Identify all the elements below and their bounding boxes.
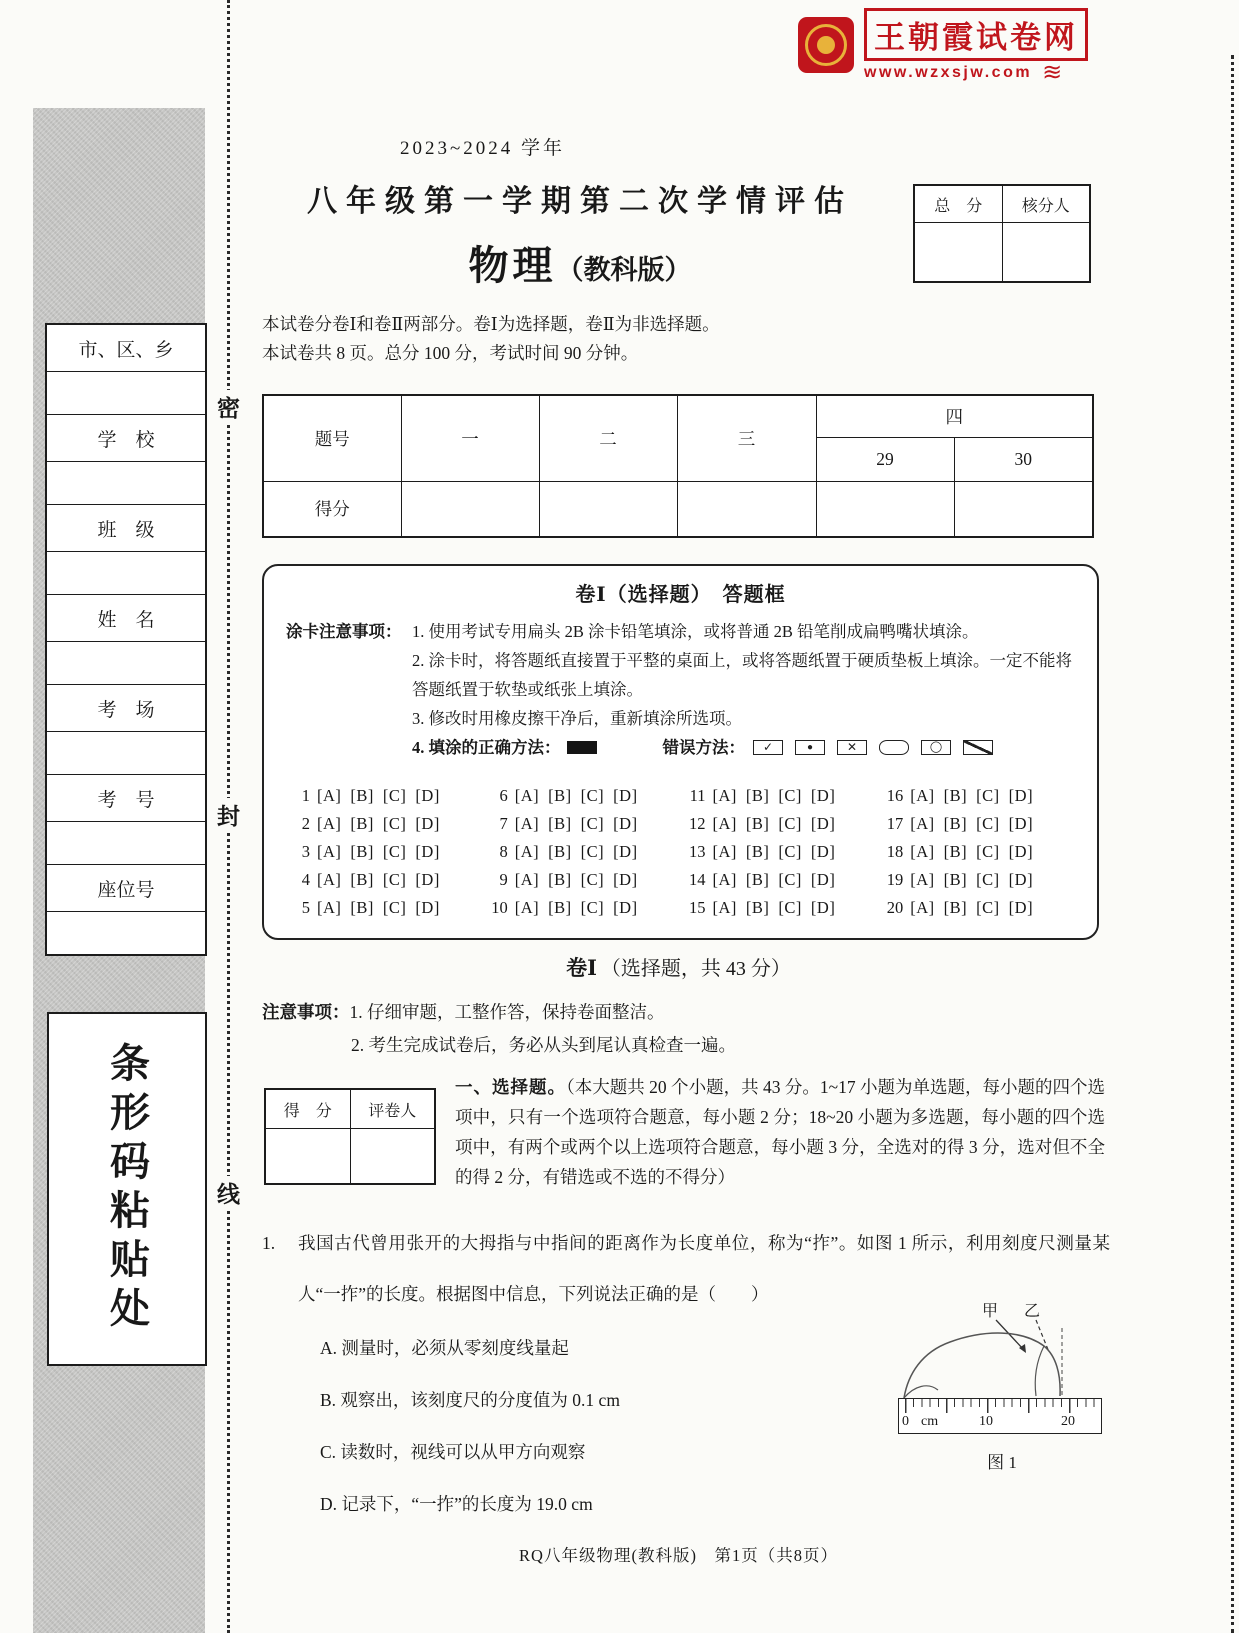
answer-bubble-3-B[interactable]: [B] [350, 842, 374, 861]
answer-bubble-7-A[interactable]: [A] [514, 814, 540, 833]
answer-bubble-14-C[interactable]: [C] [778, 870, 802, 889]
ruler-mark-0: 0 [902, 1414, 909, 1429]
barcode-paste-label: 条形码粘贴处 [104, 1042, 150, 1336]
question-1-option-A: A. 测量时，必须从零刻度线量起 [320, 1338, 569, 1358]
ruler-graphic [898, 1398, 1102, 1434]
answer-box-title: 卷Ⅰ（选择题） 答题框 [575, 584, 786, 606]
score-header-label: 题号 [263, 395, 401, 481]
answer-bubble-10-D[interactable]: [D] [613, 898, 638, 917]
answer-bubble-10-A[interactable]: [A] [514, 898, 540, 917]
score-blank-cell[interactable] [401, 481, 539, 537]
answer-bubble-15-A[interactable]: [A] [712, 898, 737, 917]
section1-heading [262, 952, 1095, 982]
answer-bubble-20-B[interactable]: [B] [943, 898, 968, 917]
answer-bubble-13-B[interactable]: [B] [745, 842, 770, 861]
wave-lines-icon: ≋ [1042, 60, 1063, 86]
answer-bubble-8-B[interactable]: [B] [548, 842, 572, 861]
exam-intro [262, 310, 1022, 368]
question-1-option-C: C. 读数时，视线可以从甲方向观察 [320, 1442, 586, 1462]
answer-number: 10 [491, 898, 508, 917]
sidebar-field-label: 市、区、乡 [47, 325, 205, 372]
answer-bubble-1-B[interactable]: [B] [350, 786, 374, 805]
sidebar-field-write-area[interactable] [47, 732, 205, 775]
answer-bubble-5-D[interactable]: [D] [415, 898, 440, 917]
answer-number: 7 [499, 814, 508, 833]
notice-2: 2. 考生完成试卷后，务必从头到尾认真检查一遍。 [351, 1035, 736, 1055]
answer-bubble-12-B[interactable]: [B] [745, 814, 770, 833]
answer-grid-row [286, 838, 1077, 866]
answer-bubble-9-A[interactable]: [A] [514, 870, 540, 889]
answer-bubble-2-C[interactable]: [C] [382, 814, 407, 833]
total-score-table [913, 184, 1091, 283]
notes-label: 涂卡注意事项： [286, 622, 402, 641]
correct-fill-icon [567, 741, 597, 754]
answer-bubble-9-B[interactable]: [B] [548, 870, 572, 889]
intro-line-2: 本试卷共 8 页。总分 100 分，考试时间 90 分钟。 [262, 343, 639, 363]
right-dotted-line [1231, 55, 1234, 1633]
answer-item-17 [879, 814, 1077, 834]
answer-grid-row [286, 894, 1077, 922]
answer-number: 20 [886, 898, 904, 917]
answer-bubble-18-B[interactable]: [B] [943, 842, 968, 861]
note-4 [412, 733, 1081, 762]
grader-label: 评卷人 [351, 1090, 435, 1129]
answer-bubble-2-D[interactable]: [D] [415, 814, 440, 833]
answer-bubble-8-D[interactable]: [D] [613, 842, 638, 861]
answer-item-15 [682, 898, 880, 918]
svg-text:甲: 甲 [982, 1303, 999, 1320]
subject-edition: （教科版） [556, 255, 692, 285]
answer-grid-row [286, 782, 1077, 810]
answer-bubble-7-B[interactable]: [B] [548, 814, 572, 833]
answer-item-16 [879, 786, 1077, 806]
total-score-blank[interactable] [915, 223, 1003, 281]
note-3: 3. 修改时用橡皮擦干净后，重新填涂所选项。 [412, 709, 742, 728]
answer-bubble-18-A[interactable]: [A] [910, 842, 935, 861]
answer-bubble-2-B[interactable]: [B] [350, 814, 374, 833]
answer-bubble-5-B[interactable]: [B] [350, 898, 374, 917]
score-col-four: 四 [816, 395, 1093, 437]
answer-bubble-13-C[interactable]: [C] [778, 842, 802, 861]
score-sub-30: 30 [954, 437, 1093, 481]
answer-bubble-15-C[interactable]: [C] [778, 898, 802, 917]
answer-bubble-5-A[interactable]: [A] [317, 898, 342, 917]
answer-bubble-4-C[interactable]: [C] [382, 870, 407, 889]
school-year: 2023~2024 学年 [400, 138, 566, 159]
answer-bubble-19-D[interactable]: [D] [1008, 870, 1034, 889]
answer-number: 15 [689, 898, 706, 917]
answer-number: 9 [499, 870, 508, 889]
answer-bubble-18-D[interactable]: [D] [1008, 842, 1034, 861]
answer-bubble-1-A[interactable]: [A] [317, 786, 342, 805]
score-col-two: 二 [539, 395, 677, 481]
grader-score-label: 得 分 [266, 1090, 351, 1129]
notice-block [262, 996, 736, 1062]
answer-number: 5 [301, 898, 310, 917]
wrong-method-circle-icon: ◯ [921, 740, 951, 755]
answer-bubble-12-A[interactable]: [A] [712, 814, 737, 833]
answer-bubble-15-B[interactable]: [B] [745, 898, 770, 917]
red-seal-icon [798, 17, 854, 73]
section1-heading-bold: 卷Ⅰ [566, 956, 597, 980]
answer-bubble-8-C[interactable]: [C] [580, 842, 605, 861]
grader-blank[interactable] [351, 1129, 435, 1183]
answer-bubble-6-A[interactable]: [A] [514, 786, 540, 805]
answer-bubble-19-B[interactable]: [B] [943, 870, 968, 889]
answer-grid-row [286, 866, 1077, 894]
section1-heading-rest: （选择题，共 43 分） [600, 958, 791, 980]
figure-1 [896, 1300, 1108, 1473]
total-score-label: 总 分 [915, 186, 1003, 223]
answer-bubble-4-A[interactable]: [A] [317, 870, 342, 889]
answer-item-3 [286, 842, 484, 862]
checker-blank[interactable] [1003, 223, 1090, 281]
seal-char-mi: 密 [214, 390, 243, 423]
subject-line [250, 234, 910, 291]
score-blank-cell[interactable] [539, 481, 677, 537]
answer-bubble-15-D[interactable]: [D] [810, 898, 836, 917]
answer-bubble-16-D[interactable]: [D] [1008, 786, 1034, 805]
sidebar-field-label: 座位号 [47, 865, 205, 912]
answer-bubble-11-D[interactable]: [D] [810, 786, 836, 805]
answer-bubble-7-D[interactable]: [D] [613, 814, 638, 833]
answer-bubble-4-B[interactable]: [B] [350, 870, 374, 889]
answer-bubble-5-C[interactable]: [C] [382, 898, 407, 917]
answer-bubble-3-C[interactable]: [C] [382, 842, 407, 861]
answer-bubble-8-A[interactable]: [A] [514, 842, 540, 861]
score-col-three: 三 [677, 395, 816, 481]
answer-bubble-14-B[interactable]: [B] [745, 870, 770, 889]
answer-item-5 [286, 898, 484, 918]
ruler-long-ticks [905, 1399, 1097, 1413]
multiple-choice-intro [455, 1072, 1105, 1192]
svg-text:乙: 乙 [1024, 1303, 1041, 1320]
answer-sheet-box [262, 564, 1099, 940]
answer-item-9 [484, 870, 682, 890]
answer-bubble-18-C[interactable]: [C] [976, 842, 1000, 861]
ruler-mark-cm: cm [921, 1414, 939, 1429]
sidebar-field-label: 考 号 [47, 775, 205, 822]
sidebar-field-write-area[interactable] [47, 552, 205, 595]
answer-bubble-4-D[interactable]: [D] [415, 870, 440, 889]
ruler-mark-10: 10 [979, 1414, 993, 1429]
answer-item-1 [286, 786, 484, 806]
multiple-choice-intro-text: （本大题共 20 个小题，共 43 分。1~17 小题为单选题，每小题的四个选项中，只有一个选项符合题意，每小题 2 分；18~20 小题为多选题，每小题的四个选项中，有两个或两个以上选项符合题意，每小题 3 分，全选对的得 3 分，选对但不全的得 2 分，有错选或不选的不得分） [455, 1077, 1106, 1187]
ruler-mark-20: 20 [1061, 1414, 1075, 1429]
score-blank-cell[interactable] [816, 481, 954, 537]
sidebar-field-write-area[interactable] [47, 642, 205, 685]
wrong-method-slash-icon [963, 740, 993, 755]
figure-1-caption: 图 1 [987, 1453, 1017, 1472]
answer-item-6 [484, 786, 682, 806]
answer-bubble-10-C[interactable]: [C] [580, 898, 605, 917]
question-1-option-D: D. 记录下，“一拃”的长度为 19.0 cm [320, 1494, 593, 1514]
answer-bubble-6-C[interactable]: [C] [580, 786, 605, 805]
answer-box-notes [286, 617, 1081, 762]
sidebar-field-label: 学 校 [47, 415, 205, 462]
note-2: 2. 涂卡时，将答题纸直接置于平整的桌面上，或将答题纸置于硬质垫板上填涂。一定不能将答题纸置于软垫或纸张上填涂。 [412, 651, 1072, 699]
answer-bubble-17-B[interactable]: [B] [943, 814, 968, 833]
answer-bubble-6-D[interactable]: [D] [613, 786, 638, 805]
sidebar-field-label: 姓 名 [47, 595, 205, 642]
answer-number: 13 [689, 842, 706, 861]
question-1-text: 我国古代曾用张开的大拇指与中指间的距离作为长度单位，称为“拃”。如图 1 所示，利用刻度尺测量某人“一拃”的长度。根据图中信息，下列说法正确的是（ ） [298, 1233, 1110, 1304]
answer-item-12 [682, 814, 880, 834]
answer-item-10 [484, 898, 682, 918]
subject-name: 物理 [468, 243, 557, 288]
answer-bubble-2-A[interactable]: [A] [317, 814, 342, 833]
wrong-method-label: 错误方法： [662, 738, 745, 757]
answer-bubble-19-A[interactable]: [A] [910, 870, 935, 889]
answer-bubble-12-C[interactable]: [C] [778, 814, 802, 833]
answer-bubble-1-C[interactable]: [C] [382, 786, 407, 805]
wrong-method-dot-icon: ● [795, 740, 825, 755]
answer-item-19 [879, 870, 1077, 890]
answer-bubble-11-A[interactable]: [A] [712, 786, 737, 805]
answer-bubble-20-A[interactable]: [A] [910, 898, 935, 917]
answer-number: 8 [499, 842, 508, 861]
answer-bubble-14-D[interactable]: [D] [810, 870, 836, 889]
answer-bubble-20-C[interactable]: [C] [976, 898, 1000, 917]
page-footer: RQ八年级物理(教科版) 第1页（共8页） [519, 1546, 838, 1565]
notice-label: 注意事项： [262, 1002, 350, 1022]
checker-label: 核分人 [1003, 186, 1090, 223]
seal-char-feng: 封 [214, 798, 243, 831]
note-1: 1. 使用考试专用扁头 2B 涂卡铅笔填涂，或将普通 2B 铅笔削成扁鸭嘴状填涂。 [412, 622, 979, 641]
answer-bubble-13-D[interactable]: [D] [810, 842, 836, 861]
sidebar-field-write-area[interactable] [47, 912, 205, 954]
answer-bubble-3-A[interactable]: [A] [317, 842, 342, 861]
answer-number: 18 [886, 842, 904, 861]
answer-bubble-7-C[interactable]: [C] [580, 814, 605, 833]
correct-method-label: 4. 填涂的正确方法： [412, 738, 561, 757]
wrong-method-cross-icon: ✕ [837, 740, 867, 755]
sidebar-field-write-area[interactable] [47, 822, 205, 865]
site-logo [798, 8, 1128, 86]
answer-item-8 [484, 842, 682, 862]
answer-bubble-1-D[interactable]: [D] [415, 786, 440, 805]
wrong-method-icons [753, 740, 993, 755]
answer-item-7 [484, 814, 682, 834]
answer-bubble-12-D[interactable]: [D] [810, 814, 836, 833]
score-blank-cell[interactable] [954, 481, 1093, 537]
answer-bubble-17-A[interactable]: [A] [910, 814, 935, 833]
barcode-paste-area[interactable] [47, 1012, 207, 1366]
sidebar-field-label: 考 场 [47, 685, 205, 732]
answer-bubble-16-A[interactable]: [A] [910, 786, 935, 805]
answer-bubble-16-B[interactable]: [B] [943, 786, 968, 805]
answer-number: 14 [689, 870, 706, 889]
answer-item-11 [682, 786, 880, 806]
answer-number: 4 [301, 870, 310, 889]
answer-bubble-20-D[interactable]: [D] [1008, 898, 1034, 917]
sidebar-field-label: 班 级 [47, 505, 205, 552]
seal-char-xian: 线 [214, 1176, 243, 1209]
answer-bubble-10-B[interactable]: [B] [548, 898, 572, 917]
answer-bubble-11-B[interactable]: [B] [745, 786, 770, 805]
answer-item-20 [879, 898, 1077, 918]
sidebar-field-write-area[interactable] [47, 462, 205, 505]
multiple-choice-intro-bold: 一、选择题。 [455, 1077, 567, 1097]
answer-bubble-13-A[interactable]: [A] [712, 842, 737, 861]
answer-number: 11 [689, 786, 706, 805]
answer-number: 2 [301, 814, 310, 833]
answer-number: 19 [886, 870, 904, 889]
answer-number: 1 [301, 786, 310, 805]
section-score-table [262, 394, 1094, 538]
answer-item-2 [286, 814, 484, 834]
score-col-one: 一 [401, 395, 539, 481]
answer-number: 3 [301, 842, 310, 861]
wrong-method-blank-icon [879, 740, 909, 755]
exam-title: 八年级第一学期第二次学情评估 [307, 185, 853, 218]
logo-title: 王朝霞试卷网 [864, 8, 1088, 61]
answer-bubble-14-A[interactable]: [A] [712, 870, 737, 889]
intro-line-1: 本试卷分卷Ⅰ和卷Ⅱ两部分。卷Ⅰ为选择题，卷Ⅱ为非选择题。 [262, 314, 720, 334]
answer-item-13 [682, 842, 880, 862]
question-1-option-B: B. 观察出，该刻度尺的分度值为 0.1 cm [320, 1390, 620, 1410]
answer-bubble-19-C[interactable]: [C] [976, 870, 1000, 889]
answer-item-4 [286, 870, 484, 890]
answer-bubble-3-D[interactable]: [D] [415, 842, 440, 861]
answer-bubble-17-C[interactable]: [C] [976, 814, 1000, 833]
answer-bubble-16-C[interactable]: [C] [976, 786, 1000, 805]
answer-item-14 [682, 870, 880, 890]
sidebar-field-write-area[interactable] [47, 372, 205, 415]
answer-bubble-17-D[interactable]: [D] [1008, 814, 1034, 833]
wrong-method-check-icon: ✓ [753, 740, 783, 755]
notice-1: 1. 仔细审题，工整作答，保持卷面整洁。 [349, 1002, 665, 1022]
grader-score-blank[interactable] [266, 1129, 351, 1183]
question-1-number: 1. [262, 1233, 276, 1253]
answer-number: 6 [499, 786, 508, 805]
answer-item-18 [879, 842, 1077, 862]
answer-number: 12 [689, 814, 706, 833]
score-row-label: 得分 [263, 481, 401, 537]
grader-score-table [264, 1088, 436, 1185]
answer-bubble-grid [286, 782, 1077, 922]
score-blank-cell[interactable] [677, 481, 816, 537]
score-sub-29: 29 [816, 437, 954, 481]
answer-grid-row [286, 810, 1077, 838]
answer-bubble-6-B[interactable]: [B] [548, 786, 572, 805]
answer-bubble-11-C[interactable]: [C] [778, 786, 802, 805]
answer-number: 16 [886, 786, 904, 805]
answer-number: 17 [886, 814, 904, 833]
student-info-table [45, 323, 207, 956]
logo-url: www.wzxsjw.com [864, 64, 1033, 81]
answer-bubble-9-C[interactable]: [C] [580, 870, 605, 889]
answer-bubble-9-D[interactable]: [D] [613, 870, 638, 889]
